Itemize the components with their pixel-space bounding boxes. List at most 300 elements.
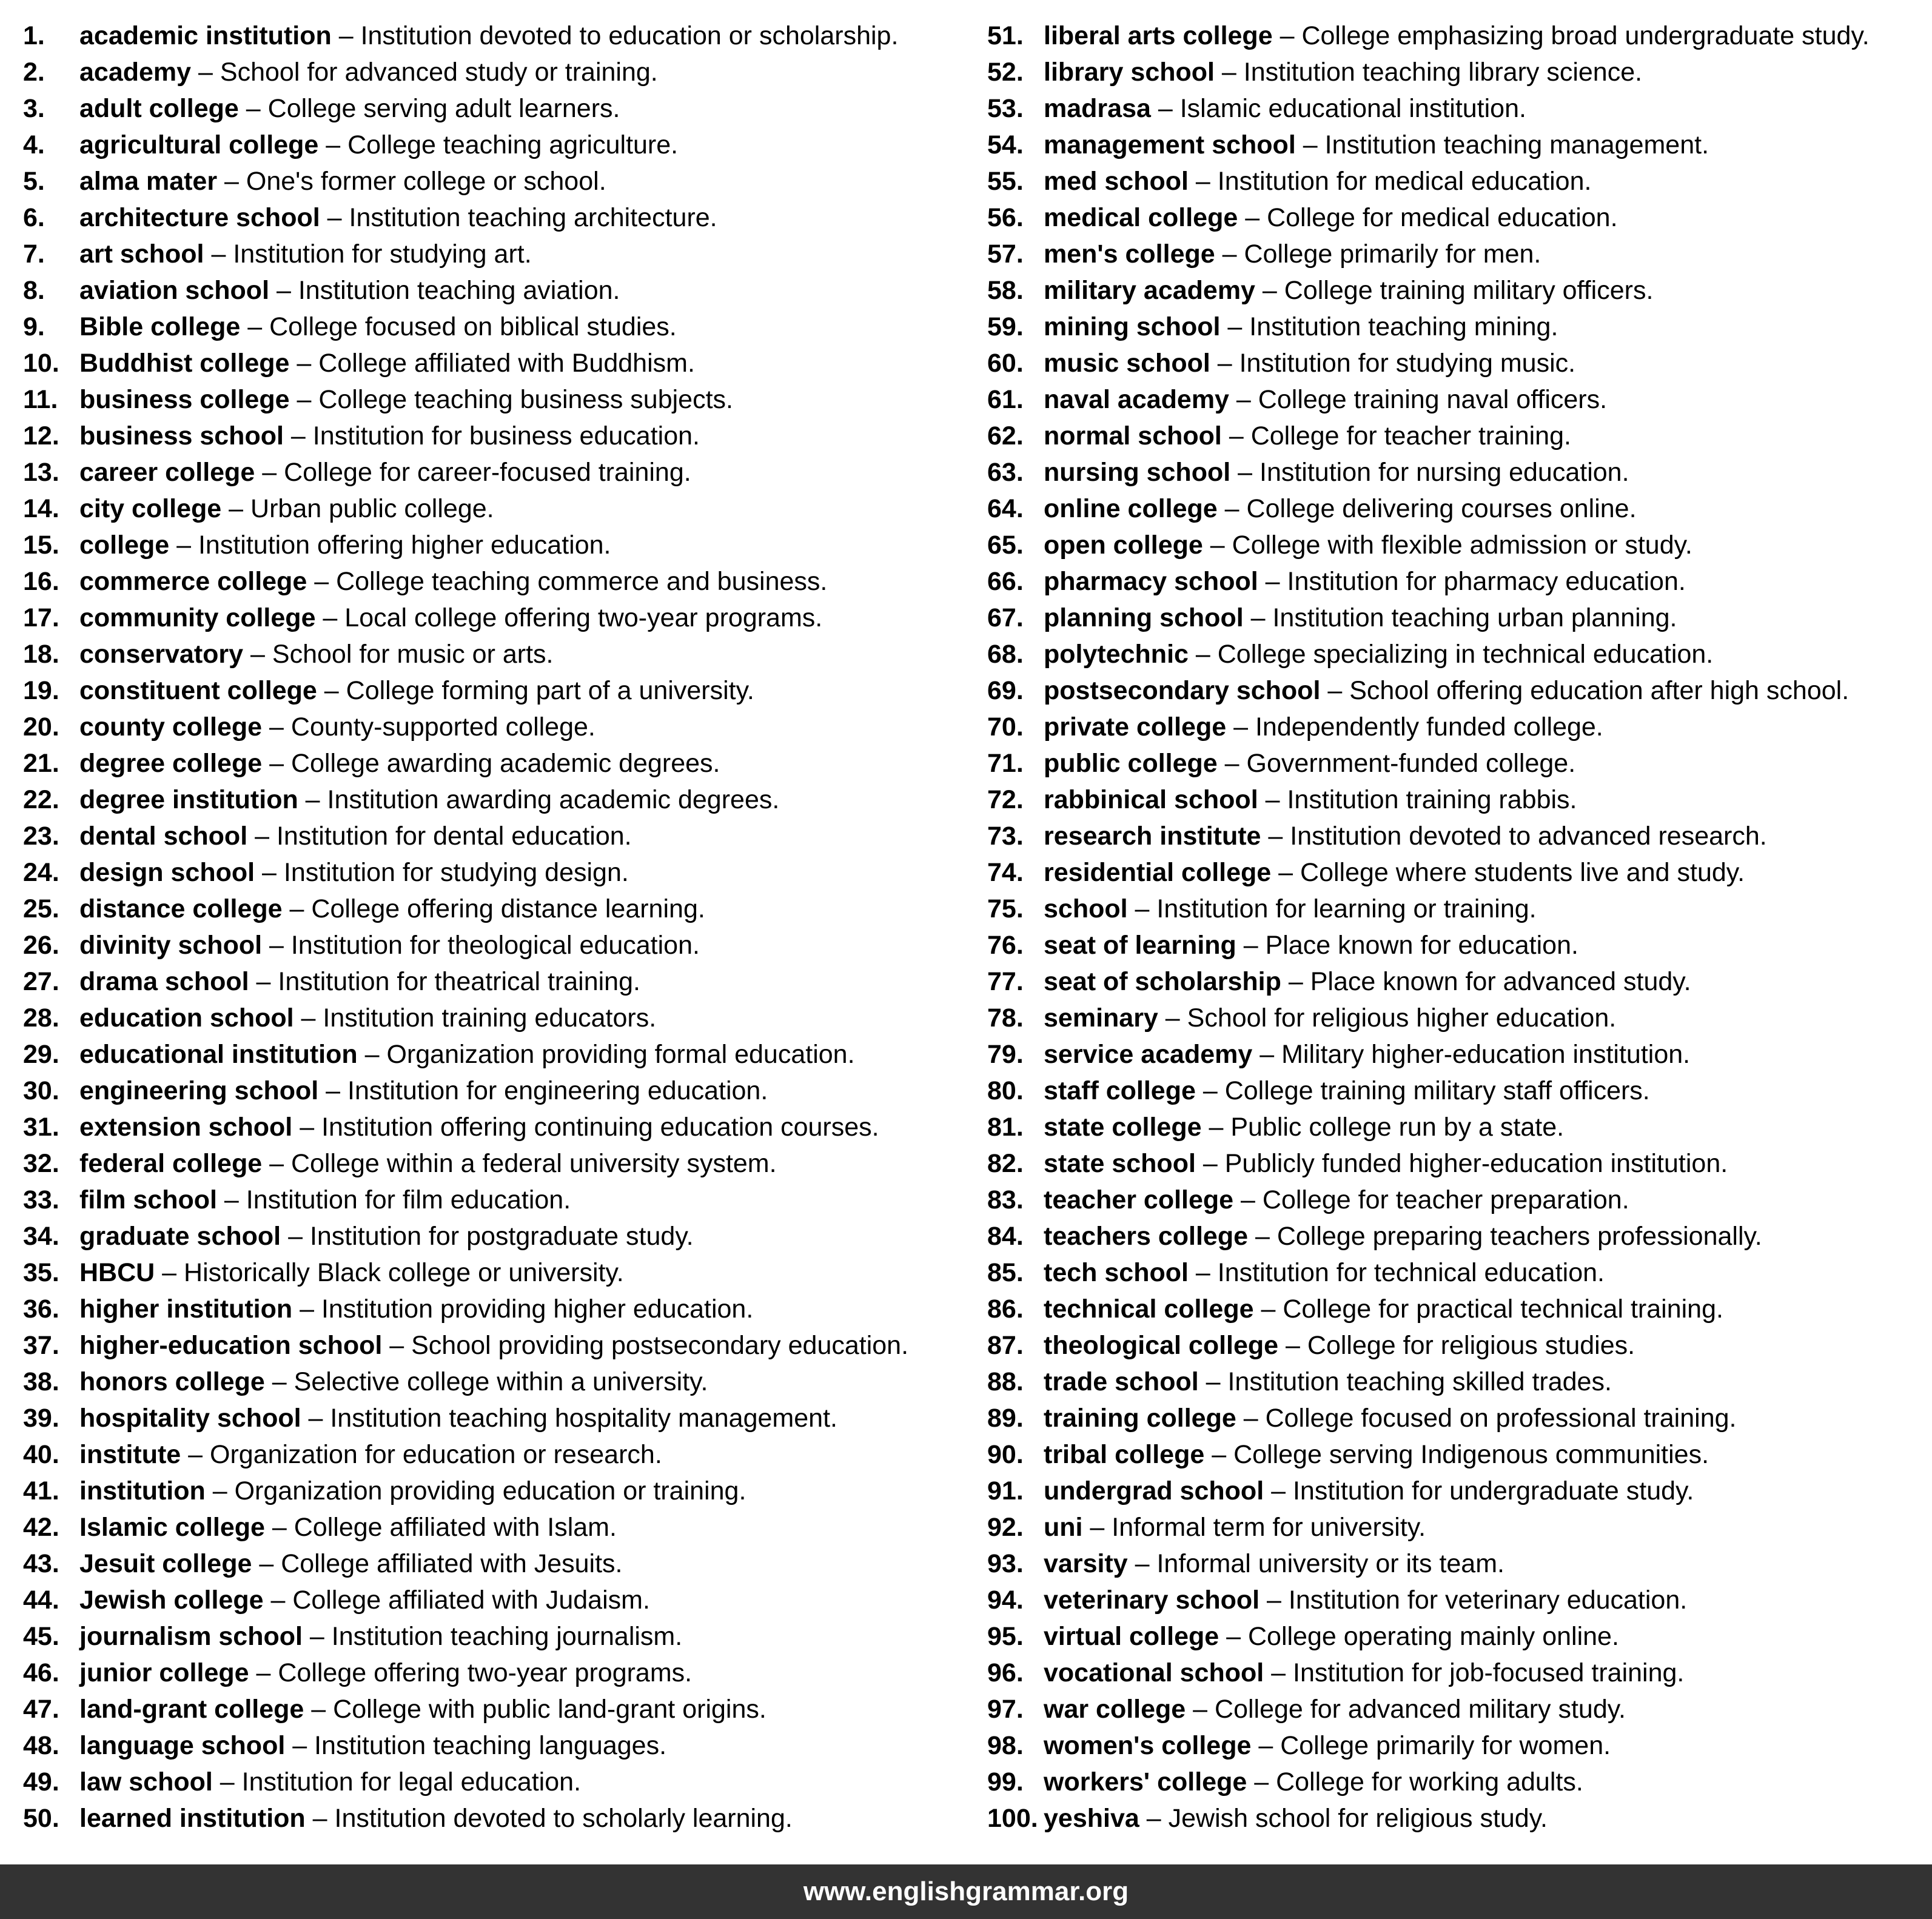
dash-separator: – — [1210, 349, 1239, 378]
list-item — [987, 1364, 1921, 1400]
item-text — [79, 1800, 793, 1837]
list-item — [987, 1618, 1921, 1655]
item-number: 52. — [987, 58, 1024, 87]
item-number: 44. — [23, 1586, 59, 1615]
item-number: 19. — [23, 676, 59, 705]
item-text — [1044, 309, 1558, 345]
item-definition: College focused on biblical studies. — [269, 312, 677, 341]
list-item — [987, 527, 1921, 563]
item-definition: College teaching agriculture. — [347, 130, 679, 159]
item-definition: College primarily for women. — [1280, 1731, 1611, 1760]
item-definition: Institution for technical education. — [1217, 1258, 1605, 1287]
item-definition: School offering education after high school. — [1349, 676, 1850, 705]
item-term: men's college — [1044, 239, 1215, 269]
list-item — [987, 636, 1921, 672]
website-url: www.englishgrammar.org — [803, 1877, 1129, 1906]
item-number: 51. — [987, 21, 1024, 50]
list-item — [23, 1036, 981, 1073]
item-definition: Urban public college. — [250, 494, 494, 523]
list-item — [987, 1582, 1921, 1618]
word-list — [23, 18, 1921, 1833]
item-term: design school — [79, 858, 255, 887]
item-text — [79, 527, 611, 563]
item-number: 74. — [987, 858, 1024, 887]
dash-separator: – — [1259, 1586, 1289, 1615]
item-text — [79, 1727, 666, 1764]
item-term: virtual college — [1044, 1622, 1219, 1651]
item-text — [79, 54, 658, 90]
item-definition: Organization for education or research. — [210, 1440, 662, 1469]
item-definition: Institution offering continuing education courses. — [321, 1113, 879, 1142]
item-definition: School for advanced study or training. — [220, 58, 658, 87]
item-number: 13. — [23, 458, 59, 487]
item-term: honors college — [79, 1367, 265, 1396]
item-term: trade school — [1044, 1367, 1199, 1396]
item-text — [79, 236, 532, 272]
list-item — [23, 345, 981, 381]
list-item — [987, 1327, 1921, 1364]
item-number: 24. — [23, 858, 59, 887]
item-term: service academy — [1044, 1040, 1253, 1069]
list-item — [987, 782, 1921, 818]
dash-separator: – — [249, 967, 278, 996]
item-term: dental school — [79, 822, 248, 851]
list-item — [987, 1291, 1921, 1327]
dash-separator: – — [243, 640, 272, 669]
list-item — [987, 1436, 1921, 1473]
dash-separator: – — [191, 58, 220, 87]
dash-separator: – — [247, 822, 277, 851]
item-term: conservatory — [79, 640, 244, 669]
dash-separator: – — [216, 1185, 246, 1214]
list-item — [23, 672, 981, 709]
item-text — [79, 1582, 650, 1618]
item-term: HBCU — [79, 1258, 155, 1287]
item-term: graduate school — [79, 1222, 281, 1251]
item-term: seat of scholarship — [1044, 967, 1281, 996]
item-text — [79, 854, 629, 891]
dash-separator: – — [1198, 1367, 1228, 1396]
item-definition: College awarding academic degrees. — [290, 749, 720, 778]
item-definition: Jewish school for religious study. — [1168, 1804, 1548, 1833]
list-item — [23, 1327, 981, 1364]
item-number: 79. — [987, 1040, 1024, 1069]
item-term: seminary — [1044, 1003, 1158, 1033]
list-item — [23, 1618, 981, 1655]
item-term: community college — [79, 603, 316, 632]
list-item — [23, 600, 981, 636]
dash-separator: – — [1264, 1658, 1293, 1687]
item-number: 39. — [23, 1404, 59, 1433]
list-item — [987, 1691, 1921, 1727]
item-definition: College for teacher training. — [1250, 421, 1571, 450]
item-definition: College affiliated with Buddhism. — [318, 349, 695, 378]
item-term: seat of learning — [1044, 931, 1236, 960]
dash-separator: – — [1139, 1804, 1169, 1833]
item-term: city college — [79, 494, 222, 523]
item-term: county college — [79, 712, 263, 742]
list-item — [23, 381, 981, 418]
item-number: 91. — [987, 1476, 1024, 1505]
dash-separator: – — [1215, 239, 1244, 269]
item-definition: College with public land-grant origins. — [333, 1695, 766, 1724]
item-text — [1044, 199, 1618, 236]
list-item — [23, 1400, 981, 1436]
list-item — [23, 454, 981, 491]
list-item — [23, 1436, 981, 1473]
list-item — [23, 199, 981, 236]
dash-separator: – — [1195, 1076, 1225, 1105]
item-term: learned institution — [79, 1804, 306, 1833]
item-number: 66. — [987, 567, 1024, 596]
item-text — [1044, 1218, 1762, 1254]
item-text — [1044, 891, 1537, 927]
item-definition: Place known for education. — [1265, 931, 1578, 960]
item-number: 33. — [23, 1185, 59, 1214]
list-item — [23, 1109, 981, 1145]
list-item — [23, 563, 981, 600]
item-definition: College offering distance learning. — [311, 894, 705, 923]
list-item — [987, 491, 1921, 527]
item-definition: College forming part of a university. — [346, 676, 754, 705]
item-definition: Institution for studying music. — [1239, 349, 1576, 378]
item-number: 48. — [23, 1731, 59, 1760]
item-term: institution — [79, 1476, 206, 1505]
item-number: 37. — [23, 1331, 59, 1360]
item-text — [1044, 1582, 1687, 1618]
item-text — [79, 1546, 623, 1582]
dash-separator: – — [331, 21, 361, 50]
list-item — [23, 90, 981, 127]
item-number: 17. — [23, 603, 59, 632]
item-number: 82. — [987, 1149, 1024, 1178]
list-item — [987, 745, 1921, 782]
item-term: law school — [79, 1767, 213, 1797]
list-item — [987, 563, 1921, 600]
item-number: 76. — [987, 931, 1024, 960]
item-definition: College with flexible admission or study. — [1232, 531, 1692, 560]
dash-separator: – — [255, 458, 284, 487]
item-number: 34. — [23, 1222, 59, 1251]
item-number: 86. — [987, 1294, 1024, 1324]
item-term: private college — [1044, 712, 1227, 742]
item-term: Jewish college — [79, 1586, 264, 1615]
item-definition: Institution for medical education. — [1217, 167, 1592, 196]
item-number: 78. — [987, 1003, 1024, 1033]
item-text — [1044, 1727, 1611, 1764]
item-term: federal college — [79, 1149, 263, 1178]
item-definition: College for working adults. — [1276, 1767, 1583, 1797]
item-definition: College serving Indigenous communities. — [1233, 1440, 1709, 1469]
item-number: 63. — [987, 458, 1024, 487]
item-text — [79, 891, 705, 927]
item-number: 27. — [23, 967, 59, 996]
item-definition: College affiliated with Islam. — [293, 1513, 617, 1542]
item-number: 22. — [23, 785, 59, 814]
item-text — [1044, 236, 1541, 272]
dash-separator: – — [1226, 712, 1255, 742]
item-number: 42. — [23, 1513, 59, 1542]
dash-separator: – — [1082, 1513, 1112, 1542]
list-item — [987, 1509, 1921, 1546]
item-text — [1044, 1655, 1684, 1691]
dash-separator: – — [1127, 1549, 1157, 1578]
item-text — [1044, 1291, 1723, 1327]
item-term: higher-education school — [79, 1331, 383, 1360]
list-item — [987, 1109, 1921, 1145]
item-number: 89. — [987, 1404, 1024, 1433]
item-number: 93. — [987, 1549, 1024, 1578]
list-item — [987, 1218, 1921, 1254]
list-item — [23, 1218, 981, 1254]
item-number: 30. — [23, 1076, 59, 1105]
item-text — [1044, 1254, 1605, 1291]
list-item — [987, 1000, 1921, 1036]
dash-separator: – — [1264, 1476, 1293, 1505]
item-number: 28. — [23, 1003, 59, 1033]
dash-separator: – — [1186, 1695, 1215, 1724]
item-text — [1044, 1800, 1548, 1837]
item-number: 1. — [23, 21, 45, 50]
item-number: 11. — [23, 385, 58, 414]
dash-separator: – — [155, 1258, 184, 1287]
dash-separator: – — [1258, 567, 1287, 596]
item-definition: College for advanced military study. — [1215, 1695, 1626, 1724]
dash-separator: – — [1236, 931, 1266, 960]
dash-separator: – — [317, 676, 346, 705]
item-term: Bible college — [79, 312, 241, 341]
dash-separator: – — [262, 1149, 291, 1178]
dash-separator: – — [255, 858, 284, 887]
dash-separator: – — [262, 931, 291, 960]
dash-separator: – — [289, 349, 319, 378]
item-text — [1044, 709, 1603, 745]
item-definition: College preparing teachers professionally. — [1276, 1222, 1762, 1251]
item-definition: College specializing in technical education. — [1217, 640, 1714, 669]
item-text — [1044, 672, 1849, 709]
list-item — [23, 527, 981, 563]
item-definition: College training military staff officers. — [1224, 1076, 1650, 1105]
list-item — [23, 1691, 981, 1727]
list-item — [987, 1473, 1921, 1509]
item-text — [79, 1327, 908, 1364]
item-definition: Institution for nursing education. — [1259, 458, 1629, 487]
item-definition: Islamic educational institution. — [1179, 94, 1526, 123]
item-text — [79, 1000, 656, 1036]
item-definition: Publicly funded higher-education institution. — [1224, 1149, 1728, 1178]
item-number: 16. — [23, 567, 59, 596]
dash-separator: – — [285, 1731, 315, 1760]
item-definition: College focused on professional training. — [1265, 1404, 1737, 1433]
item-term: land-grant college — [79, 1695, 304, 1724]
item-number: 23. — [23, 822, 59, 851]
dash-separator: – — [252, 1549, 281, 1578]
item-text — [1044, 1145, 1728, 1182]
item-text — [1044, 854, 1745, 891]
word-list-column-left — [23, 18, 981, 1837]
list-item — [23, 963, 981, 1000]
item-text — [79, 600, 822, 636]
list-item — [23, 927, 981, 963]
item-definition: Selective college within a university. — [293, 1367, 708, 1396]
item-term: uni — [1044, 1513, 1083, 1542]
dash-separator: – — [181, 1440, 210, 1469]
item-number: 100. — [987, 1804, 1038, 1833]
dash-separator: – — [1255, 276, 1284, 305]
dash-separator: – — [264, 1513, 294, 1542]
item-text — [1044, 18, 1870, 54]
item-text — [1044, 1691, 1626, 1727]
dash-separator: – — [1221, 421, 1251, 450]
item-number: 5. — [23, 167, 45, 196]
item-term: higher institution — [79, 1294, 293, 1324]
item-term: veterinary school — [1044, 1586, 1260, 1615]
item-term: normal school — [1044, 421, 1222, 450]
list-item — [23, 1364, 981, 1400]
item-definition: Organization providing formal education. — [386, 1040, 855, 1069]
item-definition: Organization providing education or training. — [234, 1476, 746, 1505]
item-term: state college — [1044, 1113, 1202, 1142]
list-item — [987, 672, 1921, 709]
item-text — [1044, 1509, 1426, 1546]
item-definition: College for religious studies. — [1307, 1331, 1635, 1360]
item-text — [79, 636, 553, 672]
item-definition: Place known for advanced study. — [1310, 967, 1691, 996]
list-item — [23, 491, 981, 527]
list-item — [987, 18, 1921, 54]
item-term: education school — [79, 1003, 294, 1033]
item-text — [1044, 1327, 1635, 1364]
dash-separator: – — [1248, 1222, 1277, 1251]
list-item — [23, 1000, 981, 1036]
item-text — [1044, 345, 1575, 381]
item-text — [79, 18, 898, 54]
item-definition: College for practical technical training. — [1283, 1294, 1723, 1324]
item-text — [79, 1109, 879, 1145]
item-term: hospitality school — [79, 1404, 301, 1433]
item-number: 88. — [987, 1367, 1024, 1396]
list-item — [23, 854, 981, 891]
dash-separator: – — [292, 1113, 322, 1142]
item-definition: Informal term for university. — [1112, 1513, 1426, 1542]
item-number: 31. — [23, 1113, 59, 1142]
item-definition: Institution for dental education. — [276, 822, 632, 851]
item-number: 4. — [23, 130, 45, 159]
dash-separator: – — [1320, 676, 1350, 705]
list-item — [987, 127, 1921, 163]
item-number: 25. — [23, 894, 59, 923]
item-definition: College serving adult learners. — [267, 94, 620, 123]
list-item — [23, 127, 981, 163]
item-term: medical college — [1044, 203, 1238, 232]
item-number: 59. — [987, 312, 1024, 341]
item-definition: Institution teaching aviation. — [298, 276, 620, 305]
item-term: film school — [79, 1185, 217, 1214]
list-item — [987, 1727, 1921, 1764]
item-text — [1044, 272, 1653, 309]
item-text — [79, 927, 700, 963]
dash-separator: – — [1278, 1331, 1307, 1360]
item-text — [79, 163, 606, 199]
item-text — [1044, 745, 1575, 782]
list-item — [23, 1073, 981, 1109]
item-term: Islamic college — [79, 1513, 265, 1542]
item-term: polytechnic — [1044, 640, 1189, 669]
list-item — [23, 1546, 981, 1582]
list-item — [987, 381, 1921, 418]
item-term: planning school — [1044, 603, 1244, 632]
item-term: agricultural college — [79, 130, 319, 159]
item-text — [79, 1655, 692, 1691]
item-text — [79, 782, 779, 818]
item-text — [1044, 600, 1677, 636]
item-text — [1044, 1036, 1690, 1073]
item-definition: Institution teaching library science. — [1243, 58, 1643, 87]
item-term: online college — [1044, 494, 1218, 523]
list-item — [987, 1145, 1921, 1182]
item-text — [1044, 127, 1709, 163]
item-text — [79, 1400, 837, 1436]
list-item — [23, 1145, 981, 1182]
item-text — [79, 1436, 662, 1473]
item-definition: Institution for pharmacy education. — [1287, 567, 1686, 596]
dash-separator: – — [264, 1367, 294, 1396]
item-term: nursing school — [1044, 458, 1231, 487]
item-term: academy — [79, 58, 192, 87]
item-text — [1044, 491, 1637, 527]
list-item — [23, 163, 981, 199]
list-item — [987, 927, 1921, 963]
dash-separator: – — [281, 1222, 310, 1251]
item-definition: Institution for studying design. — [283, 858, 629, 887]
dash-separator: – — [1158, 1003, 1187, 1033]
item-number: 29. — [23, 1040, 59, 1069]
item-definition: Institution for theatrical training. — [278, 967, 640, 996]
item-definition: Institution teaching mining. — [1249, 312, 1558, 341]
item-definition: Independently funded college. — [1255, 712, 1603, 742]
item-text — [1044, 1364, 1612, 1400]
item-text — [79, 1618, 682, 1655]
item-text — [1044, 418, 1571, 454]
list-item — [987, 272, 1921, 309]
item-definition: Institution offering higher education. — [198, 531, 611, 560]
list-item — [987, 1546, 1921, 1582]
list-item — [987, 891, 1921, 927]
item-definition: Institution for theological education. — [290, 931, 700, 960]
item-term: commerce college — [79, 567, 307, 596]
item-definition: Institution for veterinary education. — [1288, 1586, 1688, 1615]
item-definition: Institution devoted to scholarly learning. — [334, 1804, 793, 1833]
dash-separator: – — [240, 312, 270, 341]
dash-separator: – — [1217, 494, 1247, 523]
item-definition: School for religious higher education. — [1187, 1003, 1617, 1033]
item-term: distance college — [79, 894, 283, 923]
list-item — [987, 1800, 1921, 1837]
dash-separator: – — [307, 567, 337, 596]
item-definition: Institution teaching hospitality management. — [330, 1404, 837, 1433]
dash-separator: – — [263, 1586, 293, 1615]
dash-separator: – — [212, 1767, 242, 1797]
item-text — [1044, 1618, 1619, 1655]
item-definition: Institution for film education. — [246, 1185, 571, 1214]
item-definition: Institution for business education. — [312, 421, 700, 450]
item-term: art school — [79, 239, 204, 269]
item-text — [79, 1764, 581, 1800]
dash-separator: – — [1214, 58, 1244, 87]
item-text — [79, 709, 595, 745]
list-item — [987, 1254, 1921, 1291]
dash-separator: – — [293, 1003, 323, 1033]
